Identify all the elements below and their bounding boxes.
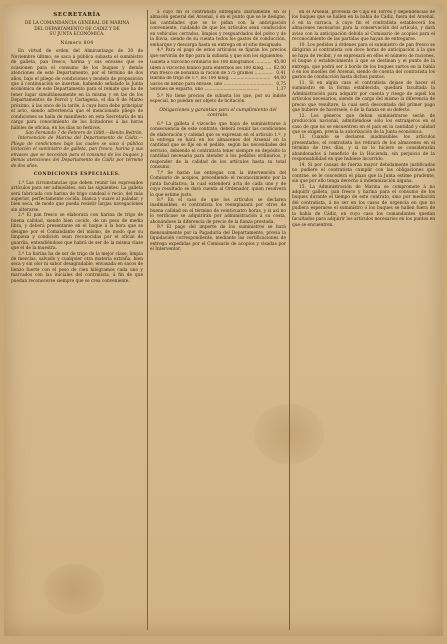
condition-paragraph: 14. Si por causas de fuerza mayor debidamente justificadas no pudiere el contratista cumplir con las obligaciones que contrae, se le concederá el plazo que la Junta estime prudente, sin que por ello tenga derecho á indemnización alguna. — [292, 162, 435, 185]
condition-paragraph: á cuyo fin el contratista entregará diariamente en el almacén general del Arsenal, ó en el punto que se le designe, las cantidades que se le pidan con la anticipación conveniente, cuidando de que los artículos sean conducidos en vehículos cerrados, limpios y resguardados del polvo y de la lluvia, siendo de su cuenta todos los gastos de conducción, embarque y descarga hasta su entrega en el sitio designado. — [150, 10, 286, 48]
condition-paragraph: 15. La Administración de Marina se compromete á no adquirir galleta, pan fresco y harina para el consumo de los buques durante el tiempo de este contrato, sino por mediación del contratista, á no ser en los casos de urgencia en que no pudiera esperarse el suministro ó los buques se hallen fuera de la bahía de Cádiz, en cuyo caso los comandantes quedan facultados para adquirir los artículos necesarios en los puntos en que se encuentren. — [292, 184, 435, 228]
price-value: 45,00 — [273, 60, 286, 66]
notice-number: Número 804 — [60, 40, 94, 46]
conditions-heading: CONDICIONES ESPECIALES. — [33, 172, 121, 178]
column-2 — [150, 10, 286, 630]
section-subtitle: DE LA COMANDANCIA GENERAL DE MARINA — [24, 21, 130, 26]
condition-paragraph: 7.ª Se harán las entregas con la intervención del Comisario de acopios, precediendo el reconocimiento por la junta facultativa, la cual extenderá acta de cada uno y de cuyo resultado se dará cuenta al Ordenador, quien resolverá lo que estime justo. — [150, 170, 286, 198]
condition-paragraph: 12. Los géneros que deban suministrarse serán de producción nacional, admitiéndose sólo los extranjeros en el caso de que no se encuentren en el país en la cantidad y calidad que se exigen, previa la autorización de la Junta económica. — [292, 113, 435, 135]
condition-paragraph: 3.ª La harina ha de ser de trigo de la mejor clase, limpia de mezclas, salvado y cualquier otra materia extraña, bien seca y sin olor ni sabor desagradable, envasada en sacos de lienzo fuerte con el peso de cien kilógramos cada uno y marcados con las iniciales del contratista, á fin de que puedan reconocerse siempre que se crea conveniente. — [11, 251, 143, 284]
section-subtitle: SU JUNTA ECONÓMICA. — [49, 32, 105, 38]
newspaper-page — [4, 4, 443, 636]
price-list — [150, 60, 286, 93]
price-value: 1,37 — [276, 87, 286, 93]
price-value: 0,41 — [276, 70, 286, 76]
condition-paragraph: 8.ª En el caso de que los artículos se declaren inadmisibles, el contratista los reemplazará por otros de buena calidad en el término de veinticuatro horas, y si así no lo verificase se adquirirán por administración á su costa, abonándose la diferencia de precio de la fianza prestada. — [150, 197, 286, 225]
column-3 — [292, 10, 435, 630]
condition-paragraph: 5.ª No tiene precios de subasta los que, por su índole especial, no puedan ser objeto de licitación. — [150, 93, 286, 105]
pliego-title: Intervención de Marina del Departamento de Cádiz.—Pliego de condiciones bajo las cuales se saca á pública licitación el suministro de galleta, pan fresco, harina y sus envases que se necesitan para el consumo de los buques y demás atenciones del Departamento de Cádiz por término de dos años. — [11, 136, 143, 169]
price-item: Sacos de lienzo para envase, uno ..... — [150, 82, 273, 87]
price-row — [150, 87, 286, 92]
condition-paragraph: 2.ª El pan fresco se elaborará con harina de trigo de buena calidad, siendo bien cocido, de un peso de media libra, y deberá presentarse en el buque á la hora que se designe por el Comandante del mismo, de modo que su limpieza y condición sean reconocidas por el oficial de guardia, entendiéndose que habrá de ser de la misma clase que el de la muestra. — [11, 213, 143, 252]
price-item: Pan fresco de bonanza la ración de 575 gramos ..... — [150, 71, 273, 76]
condition-paragraph: 11. Si en algún caso el contratista dejase de hacer el suministro en la forma establecida, quedará facultada la Administración para adquirir por cuenta y riesgo de aquél los artículos necesarios, siendo de cargo del mismo la diferencia de precio que resultare, la cual será descontada del primer pago que hubiere de hacérsele, ó de la fianza en su defecto. — [292, 80, 435, 114]
price-item: Harina de trigo de 1.ª, los 100 kilóg. ..... — [150, 76, 271, 81]
condition-paragraph: en el Arsenal, proveída de Caja en Torres y dependencias de los buques que se hallen en la bahía de Cádiz, fuera del Arsenal, ó en la carraca, á cuyo fin el contratista establecerá los almacenes necesarios para la conservación del artículo, y dará aviso con la anticipación debida al Comisario de acopios para el reconocimiento de las partidas que hayan de entregarse. — [292, 10, 435, 43]
condition-paragraph: 9.ª El pago del importe de los suministros se hará mensualmente por la Pagaduría del Departamento, previa la liquidación correspondiente, mediante las certificaciones de entrega expedidas por el Comisario de acopios y visadas por el Interventor. — [150, 225, 286, 253]
price-item: Galleta á vizcocho ordinario los 100 kilógramos ..... — [150, 60, 271, 65]
condition-paragraph: 4.ª Para el pago de estos artículos se fijarán los precios que servirán de tipo para la subasta y que son los siguientes: — [150, 48, 286, 59]
notice-intro: En virtud de orden del Almirantazgo de 30 de Noviembre último, se saca á pública subasta el suministro de galleta, pan fresco, harina y sus envases que se ocasionen para el consumo de los buques y demás atenciones de este Departamento, por el término de dos años, bajo el pliego de condiciones y modelo de proposición que á continuación se insertan, habiendo señalado la Junta económica de este Departamento para el remate que ha de tener lugar simultáneamente en la misma y en las de los Departamentos de Ferrol y Cartagena, el dia 6 de Marzo próximo, á las once de la tarde, á cuya hora debe principiar el acto, siendo advertencia que el mencionado pliego de condiciones se halla de manifiesto en esta Secretaría de mi cargo para conocimiento de los licitadores á las horas hábiles de oficina, en los días no festivos. — [11, 49, 143, 131]
condition-paragraph: 1.ª Las circunstancias que deben reunir los expresados artículos para ser admisibles, son las siguientes: La galleta será fabricada con harina de trigo candeal ó recio, del más superior, perfectamente cocida, blanca y suave al paladar, y bien seca, de modo que pueda resistir largas navegaciones sin alterarse. — [11, 180, 143, 213]
price-item: Sérones de esparto, uno ..... — [150, 87, 273, 92]
section-title: SECRETARÍA — [53, 12, 101, 18]
column-divider — [147, 10, 148, 630]
price-value: 62,00 — [273, 65, 286, 71]
column-1 — [11, 10, 143, 630]
obligations-heading: Obligaciones y garantías para el cumplimiento del contrato. — [159, 107, 277, 119]
condition-paragraph: 10. Los pedidos á órdenes para el suministro de pan fresco se dirigirán al contratista con doce horas de anticipación á la que se haya de recibir, y se expresará en ellos el número de raciones, el buque ó establecimiento á que se destinan y el punto de la entrega, que podrá ser á bordo de los buques surtos en la bahía ó en los muelles del Arsenal, siendo de cuenta del contratista los gastos de conducción hasta dichos puntos. — [292, 42, 435, 81]
price-value: 0,75 — [276, 81, 286, 87]
column-divider — [289, 10, 290, 630]
price-value: 44,00 — [273, 76, 286, 82]
condition-paragraph: 6.ª La galleta ó vizcocho que haya de suministrarse á consecuencia de este contrato, deberá reunir las condiciones de elaboración y calidad que se expresan en el artículo 1.º, y la entrega se hará en los almacenes del Arsenal en la cantidad que se fije en el pedido, según las necesidades del servicio, debiendo el contratista tener siempre en depósito la cantidad necesaria para atender á los pedidos ordinarios, y responder de la calidad de los artículos hasta su total consumo. — [150, 121, 286, 171]
condition-paragraph: 13. Cuando se declaren inadmisibles los artículos presentados, el contratista los retirará de los almacenes en el término de tres días, y si no lo hiciere se considerarán abandonados á beneficio de la Hacienda, sin perjuicio de la responsabilidad en que hubiese incurrido. — [292, 135, 435, 163]
notice-signature: San Fernando 7 de Febrero de 1880.—Benito Beltrán. — [25, 131, 143, 137]
price-item: Idem á vizcocho blanco para enfermos los 100 kilóg. ..... — [150, 66, 271, 71]
section-subtitle: DEL DEPARTAMENTO DE CÁDIZ Y DE — [34, 26, 120, 32]
